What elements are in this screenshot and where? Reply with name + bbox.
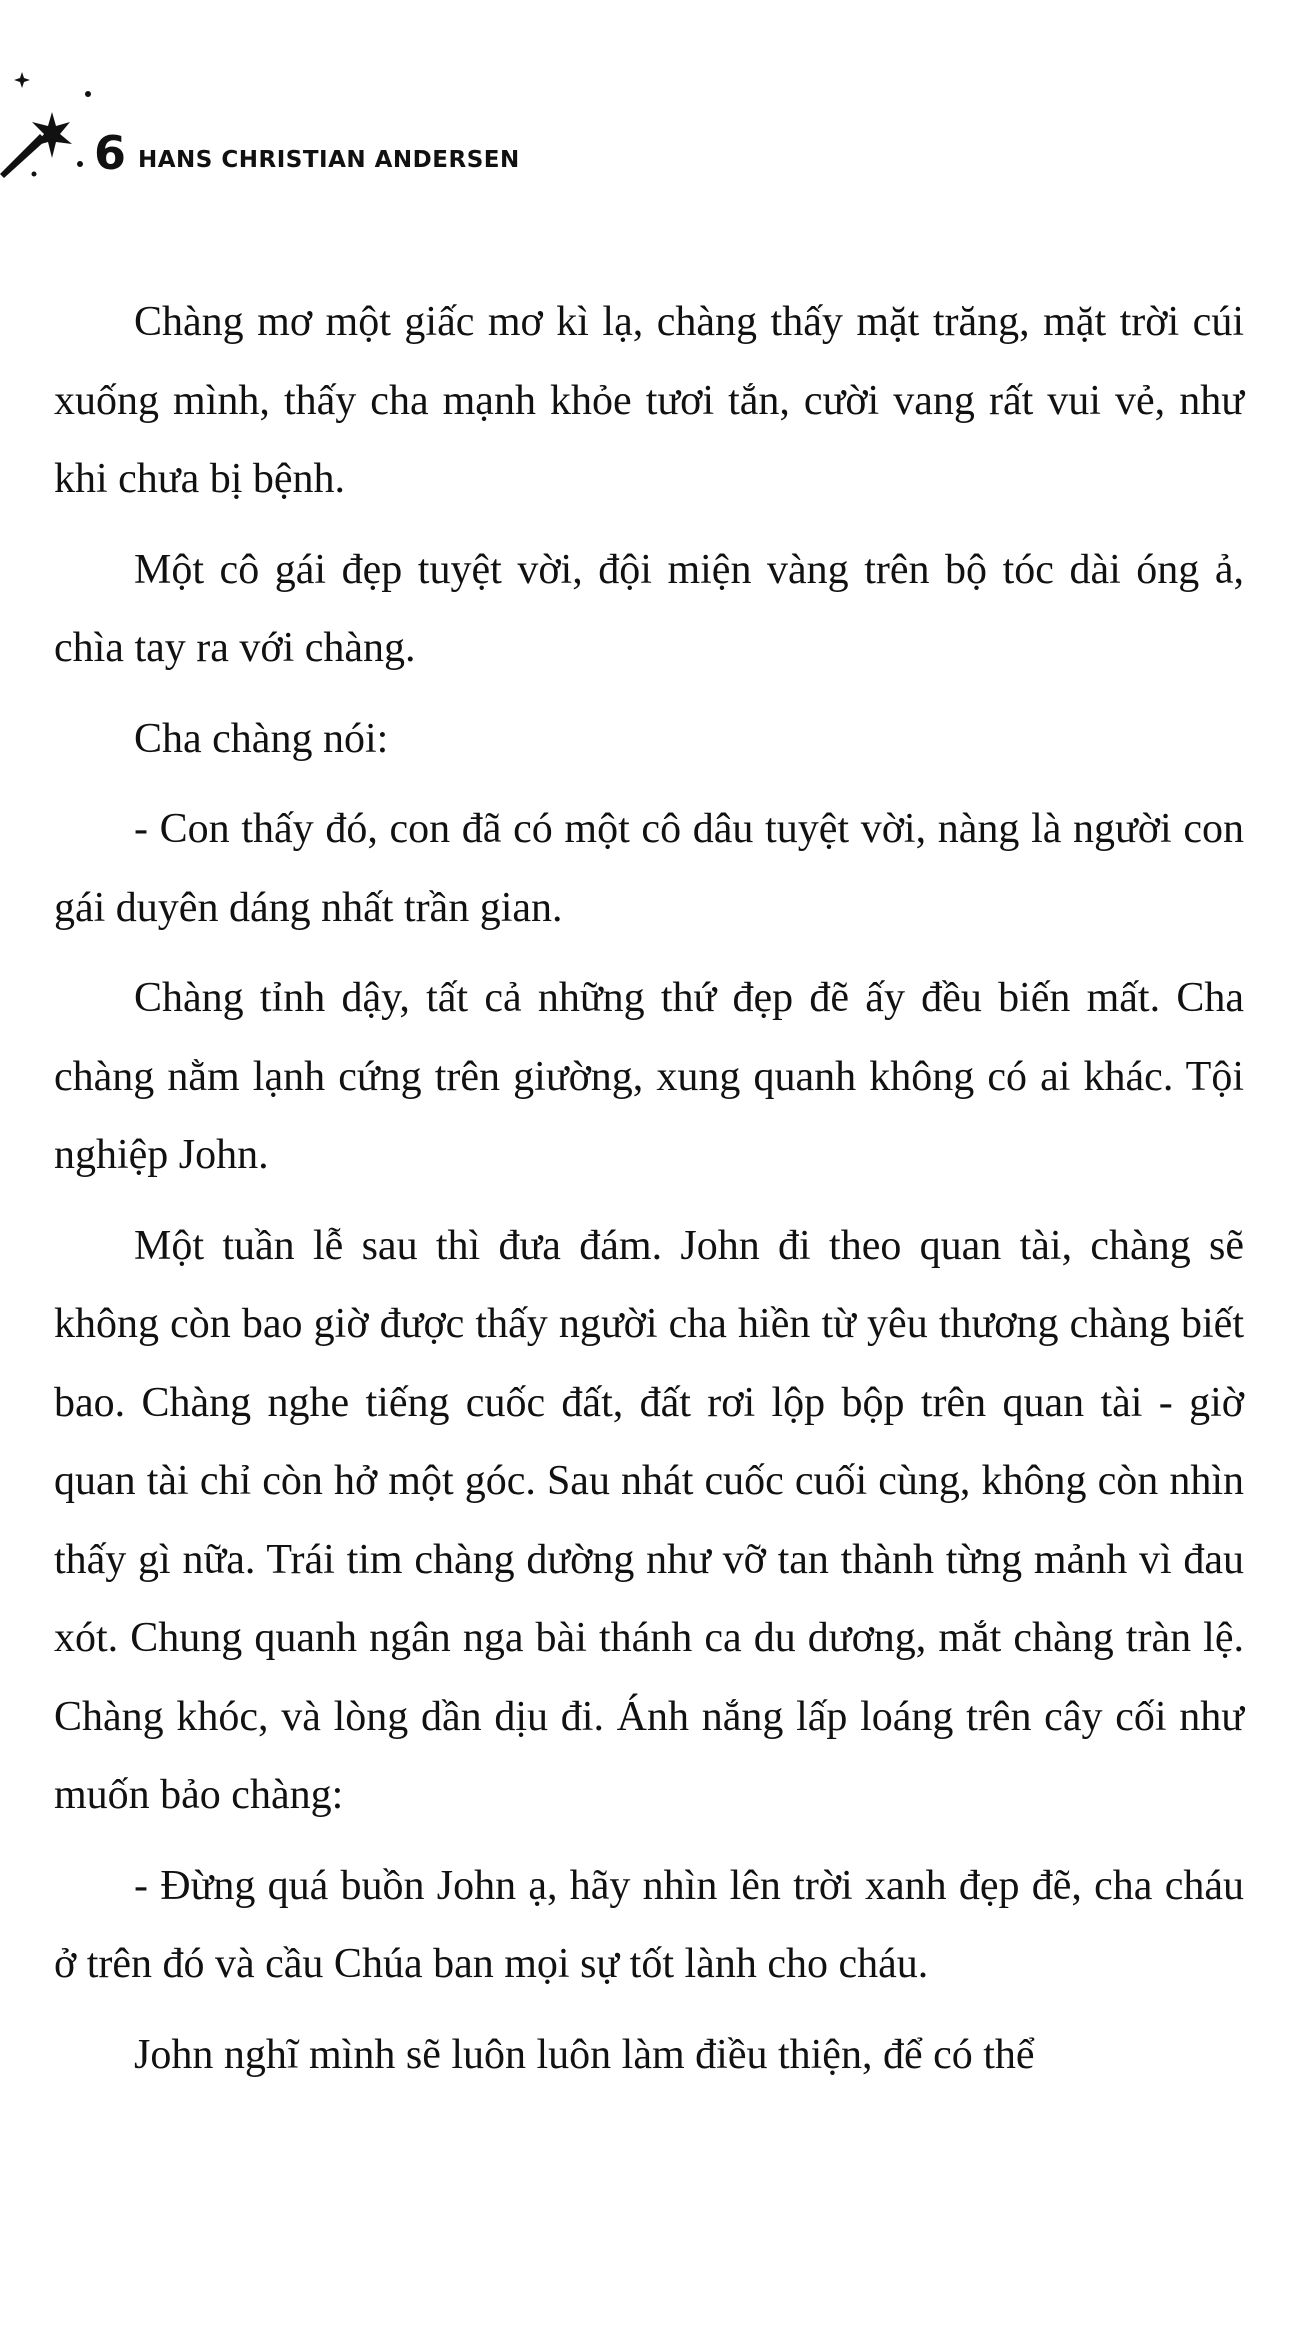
paragraph: Chàng mơ một giấc mơ kì lạ, chàng thấy mặt trăng, mặt trời cúi xuống mình, thấy cha mạnh khỏe tươi tắn, cười vang rất vui vẻ, như khi chưa bị bệnh. (54, 299, 1244, 502)
paragraph: Một cô gái đẹp tuyệt vời, đội miện vàng trên bộ tóc dài óng ả, chìa tay ra với chàng. (54, 546, 1244, 671)
paragraph: John nghĩ mình sẽ luôn luôn làm điều thiện, để có thể (134, 2031, 1035, 2078)
paragraph: Chàng tỉnh dậy, tất cả những thứ đẹp đẽ ấy đều biến mất. Cha chàng nằm lạnh cứng trên giường, xung quanh không có ai khác. Tội nghiệp John. (54, 975, 1244, 1178)
page-number: 6 (94, 126, 127, 180)
running-head: HANS CHRISTIAN ANDERSEN (138, 147, 520, 173)
paragraph: - Con thấy đó, con đã có một cô dâu tuyệt vời, nàng là người con gái duyên dáng nhất trần gian. (54, 806, 1244, 931)
paragraph: - Đừng quá buồn John ạ, hãy nhìn lên trời xanh đẹp đẽ, cha cháu ở trên đó và cầu Chúa ban mọi sự tốt lành cho cháu. (54, 1862, 1244, 1987)
body-text (54, 283, 1244, 2106)
paragraph: Cha chàng nói: (134, 715, 389, 762)
paragraph: Một tuần lễ sau thì đưa đám. John đi theo quan tài, chàng sẽ không còn bao giờ được thấy người cha hiền từ yêu thương chàng biết bao. Chàng nghe tiếng cuốc đất, đất rơi lộp bộp trên quan tài - giờ quan tài chỉ còn hở một góc. Sau nhát cuốc cuối cùng, không còn nhìn thấy gì nữa. Trái tim chàng dường như vỡ tan thành từng mảnh vì đau xót. Chung quanh ngân nga bài thánh ca du dương, mắt chàng tràn lệ. Chàng khóc, và lòng dần dịu đi. Ánh nắng lấp loáng trên cây cối như muốn bảo chàng: (54, 1222, 1244, 1818)
page-header (0, 60, 700, 180)
sparkle-icon (0, 60, 100, 180)
